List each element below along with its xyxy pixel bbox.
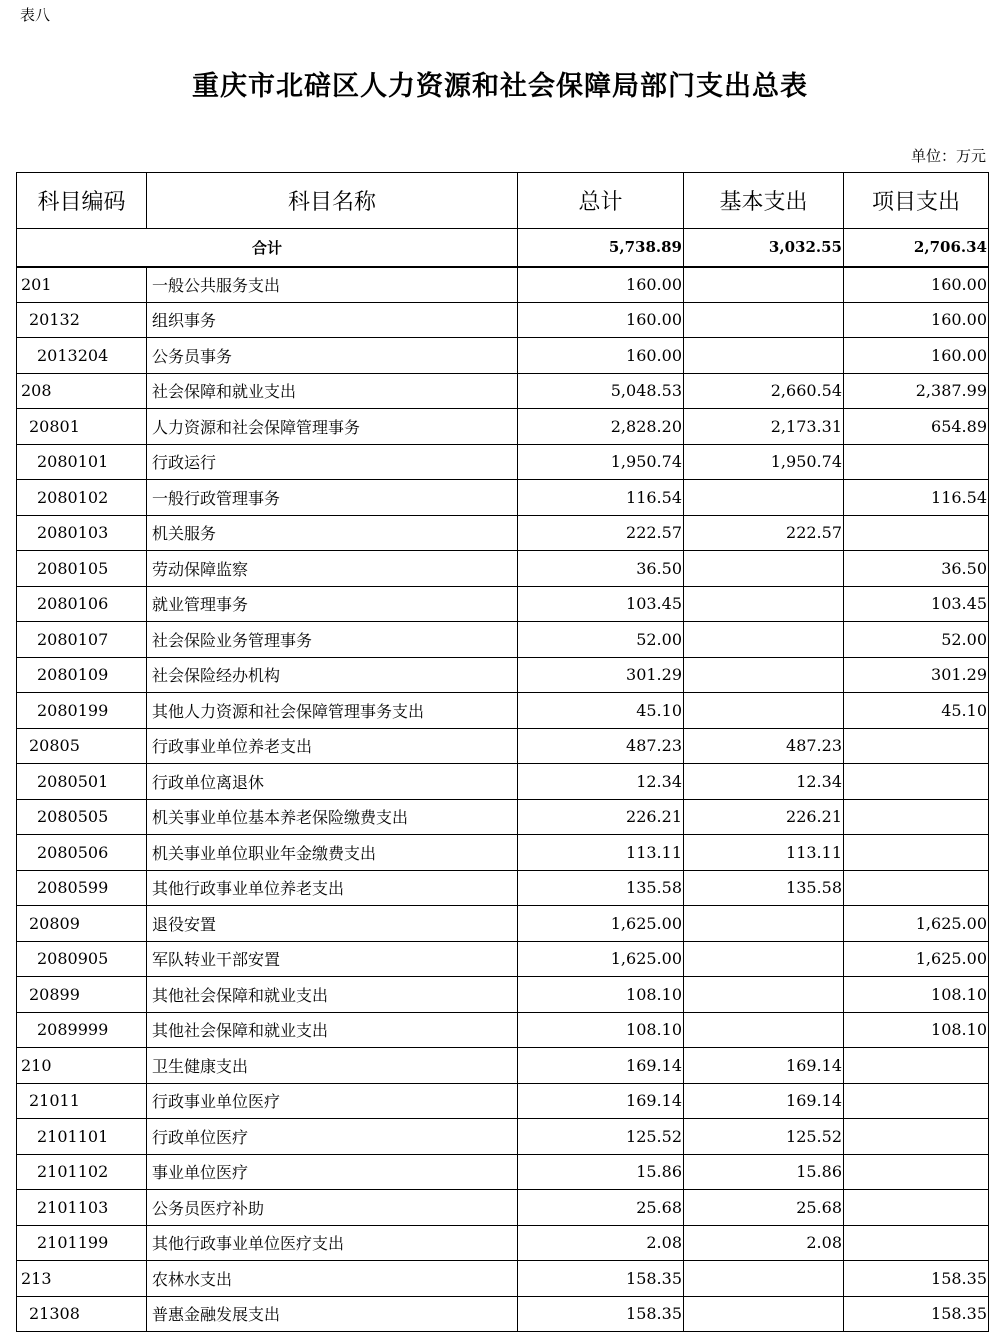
row-project [844, 515, 989, 551]
row-name: 农林水支出 [147, 1261, 518, 1297]
row-basic: 135.58 [684, 870, 844, 906]
table-row [17, 657, 989, 693]
row-code: 208 [17, 373, 147, 409]
row-total: 160.00 [518, 302, 684, 338]
row-basic [684, 586, 844, 622]
row-code: 2080905 [17, 941, 147, 977]
row-name: 行政事业单位养老支出 [147, 728, 518, 764]
header-code: 科目编码 [17, 173, 147, 229]
row-code: 2080103 [17, 515, 147, 551]
row-name: 一般行政管理事务 [147, 480, 518, 516]
row-total: 25.68 [518, 1190, 684, 1226]
table-row [17, 622, 989, 658]
row-total: 2.08 [518, 1225, 684, 1261]
row-code: 2080199 [17, 693, 147, 729]
unit-label: 单位：万元 [910, 147, 986, 165]
table-row [17, 1012, 989, 1048]
row-project: 108.10 [844, 977, 989, 1013]
row-basic [684, 302, 844, 338]
table-row [17, 764, 989, 800]
table-number-label: 表八 [20, 6, 51, 24]
row-project [844, 1190, 989, 1226]
row-total: 1,625.00 [518, 906, 684, 942]
row-basic [684, 657, 844, 693]
row-total: 158.35 [518, 1296, 684, 1332]
row-name: 其他社会保障和就业支出 [147, 1012, 518, 1048]
row-project [844, 870, 989, 906]
table-row [17, 1261, 989, 1297]
row-total: 1,950.74 [518, 444, 684, 480]
row-name: 其他人力资源和社会保障管理事务支出 [147, 693, 518, 729]
row-total: 158.35 [518, 1261, 684, 1297]
row-code: 20132 [17, 302, 147, 338]
row-basic: 25.68 [684, 1190, 844, 1226]
table-row [17, 1190, 989, 1226]
row-project: 654.89 [844, 409, 989, 445]
total-basic: 3,032.55 [684, 229, 844, 267]
row-name: 组织事务 [147, 302, 518, 338]
table-row [17, 693, 989, 729]
header-name: 科目名称 [147, 173, 518, 229]
row-project: 108.10 [844, 1012, 989, 1048]
row-code: 20801 [17, 409, 147, 445]
row-name: 普惠金融发展支出 [147, 1296, 518, 1332]
row-name: 其他行政事业单位医疗支出 [147, 1225, 518, 1261]
row-total: 36.50 [518, 551, 684, 587]
row-total: 15.86 [518, 1154, 684, 1190]
row-project: 160.00 [844, 302, 989, 338]
row-total: 160.00 [518, 338, 684, 374]
table-row [17, 302, 989, 338]
row-total: 108.10 [518, 1012, 684, 1048]
header-row [17, 173, 989, 229]
row-name: 退役安置 [147, 906, 518, 942]
row-project: 160.00 [844, 267, 989, 303]
table-row [17, 977, 989, 1013]
table-row [17, 1296, 989, 1332]
row-project [844, 1225, 989, 1261]
row-project [844, 799, 989, 835]
row-basic [684, 693, 844, 729]
row-basic [684, 977, 844, 1013]
table-row [17, 1083, 989, 1119]
header-total: 总计 [518, 173, 684, 229]
row-code: 213 [17, 1261, 147, 1297]
row-code: 2080506 [17, 835, 147, 871]
row-project [844, 764, 989, 800]
total-row [17, 229, 989, 267]
row-name: 机关事业单位基本养老保险缴费支出 [147, 799, 518, 835]
row-basic: 15.86 [684, 1154, 844, 1190]
row-code: 2101102 [17, 1154, 147, 1190]
row-code: 20809 [17, 906, 147, 942]
row-project: 158.35 [844, 1296, 989, 1332]
row-total: 222.57 [518, 515, 684, 551]
row-basic [684, 622, 844, 658]
table-row [17, 728, 989, 764]
row-project: 158.35 [844, 1261, 989, 1297]
header-basic: 基本支出 [684, 173, 844, 229]
row-name: 行政运行 [147, 444, 518, 480]
row-basic [684, 480, 844, 516]
row-total: 5,048.53 [518, 373, 684, 409]
table-row [17, 373, 989, 409]
table-row [17, 1119, 989, 1155]
row-project [844, 835, 989, 871]
row-code: 2101103 [17, 1190, 147, 1226]
row-project: 160.00 [844, 338, 989, 374]
row-basic: 1,950.74 [684, 444, 844, 480]
table-row [17, 906, 989, 942]
row-code: 2080101 [17, 444, 147, 480]
row-name: 社会保险业务管理事务 [147, 622, 518, 658]
row-total: 169.14 [518, 1048, 684, 1084]
row-code: 2080105 [17, 551, 147, 587]
row-basic: 113.11 [684, 835, 844, 871]
row-project: 2,387.99 [844, 373, 989, 409]
row-basic: 2.08 [684, 1225, 844, 1261]
row-project [844, 444, 989, 480]
row-project: 1,625.00 [844, 906, 989, 942]
row-name: 行政单位离退休 [147, 764, 518, 800]
row-name: 行政单位医疗 [147, 1119, 518, 1155]
table-row [17, 444, 989, 480]
row-total: 1,625.00 [518, 941, 684, 977]
row-total: 169.14 [518, 1083, 684, 1119]
row-code: 2101199 [17, 1225, 147, 1261]
row-name: 一般公共服务支出 [147, 267, 518, 303]
row-project: 116.54 [844, 480, 989, 516]
row-code: 2080109 [17, 657, 147, 693]
row-basic [684, 551, 844, 587]
row-code: 2080107 [17, 622, 147, 658]
row-project [844, 1119, 989, 1155]
table-row [17, 515, 989, 551]
row-code: 21308 [17, 1296, 147, 1332]
row-name: 劳动保障监察 [147, 551, 518, 587]
row-code: 2080501 [17, 764, 147, 800]
table-row [17, 1225, 989, 1261]
table-row [17, 338, 989, 374]
row-total: 2,828.20 [518, 409, 684, 445]
row-project: 45.10 [844, 693, 989, 729]
row-basic: 169.14 [684, 1083, 844, 1119]
row-code: 210 [17, 1048, 147, 1084]
row-total: 301.29 [518, 657, 684, 693]
row-basic: 2,660.54 [684, 373, 844, 409]
row-name: 事业单位医疗 [147, 1154, 518, 1190]
table-row [17, 586, 989, 622]
row-basic: 487.23 [684, 728, 844, 764]
row-name: 社会保障和就业支出 [147, 373, 518, 409]
row-basic: 2,173.31 [684, 409, 844, 445]
row-basic [684, 906, 844, 942]
row-code: 201 [17, 267, 147, 303]
row-total: 160.00 [518, 267, 684, 303]
row-total: 108.10 [518, 977, 684, 1013]
row-project [844, 1154, 989, 1190]
row-basic: 222.57 [684, 515, 844, 551]
row-total: 12.34 [518, 764, 684, 800]
row-name: 人力资源和社会保障管理事务 [147, 409, 518, 445]
row-total: 135.58 [518, 870, 684, 906]
row-code: 2080106 [17, 586, 147, 622]
table-row [17, 1048, 989, 1084]
table-row [17, 835, 989, 871]
table-row [17, 551, 989, 587]
row-code: 20899 [17, 977, 147, 1013]
row-name: 就业管理事务 [147, 586, 518, 622]
row-name: 公务员事务 [147, 338, 518, 374]
row-name: 公务员医疗补助 [147, 1190, 518, 1226]
table-row [17, 870, 989, 906]
row-project [844, 1083, 989, 1119]
row-code: 2080102 [17, 480, 147, 516]
row-name: 其他行政事业单位养老支出 [147, 870, 518, 906]
row-basic [684, 338, 844, 374]
row-name: 卫生健康支出 [147, 1048, 518, 1084]
row-name: 其他社会保障和就业支出 [147, 977, 518, 1013]
row-total: 103.45 [518, 586, 684, 622]
row-name: 社会保险经办机构 [147, 657, 518, 693]
row-total: 116.54 [518, 480, 684, 516]
row-basic: 125.52 [684, 1119, 844, 1155]
row-total: 226.21 [518, 799, 684, 835]
table-row [17, 941, 989, 977]
total-project: 2,706.34 [844, 229, 989, 267]
row-basic: 169.14 [684, 1048, 844, 1084]
table-row [17, 267, 989, 303]
row-project: 52.00 [844, 622, 989, 658]
row-project: 36.50 [844, 551, 989, 587]
row-total: 487.23 [518, 728, 684, 764]
row-code: 2013204 [17, 338, 147, 374]
table-row [17, 480, 989, 516]
row-basic: 226.21 [684, 799, 844, 835]
row-code: 2080505 [17, 799, 147, 835]
row-total: 125.52 [518, 1119, 684, 1155]
row-code: 21011 [17, 1083, 147, 1119]
row-basic [684, 1296, 844, 1332]
row-name: 机关服务 [147, 515, 518, 551]
table-row [17, 799, 989, 835]
row-basic [684, 1261, 844, 1297]
row-project: 103.45 [844, 586, 989, 622]
row-name: 机关事业单位职业年金缴费支出 [147, 835, 518, 871]
page-title: 重庆市北碚区人力资源和社会保障局部门支出总表 [192, 71, 808, 102]
row-project [844, 1048, 989, 1084]
row-code: 20805 [17, 728, 147, 764]
row-project [844, 728, 989, 764]
total-label: 合计 [17, 229, 518, 267]
row-basic [684, 941, 844, 977]
row-name: 军队转业干部安置 [147, 941, 518, 977]
row-code: 2101101 [17, 1119, 147, 1155]
row-basic [684, 1012, 844, 1048]
expenditure-table [16, 172, 989, 1332]
table-row [17, 409, 989, 445]
row-total: 113.11 [518, 835, 684, 871]
row-project: 301.29 [844, 657, 989, 693]
header-project: 项目支出 [844, 173, 989, 229]
row-code: 2089999 [17, 1012, 147, 1048]
row-project: 1,625.00 [844, 941, 989, 977]
row-basic [684, 267, 844, 303]
row-code: 2080599 [17, 870, 147, 906]
row-total: 52.00 [518, 622, 684, 658]
total-sum: 5,738.89 [518, 229, 684, 267]
row-total: 45.10 [518, 693, 684, 729]
row-name: 行政事业单位医疗 [147, 1083, 518, 1119]
row-basic: 12.34 [684, 764, 844, 800]
table-row [17, 1154, 989, 1190]
